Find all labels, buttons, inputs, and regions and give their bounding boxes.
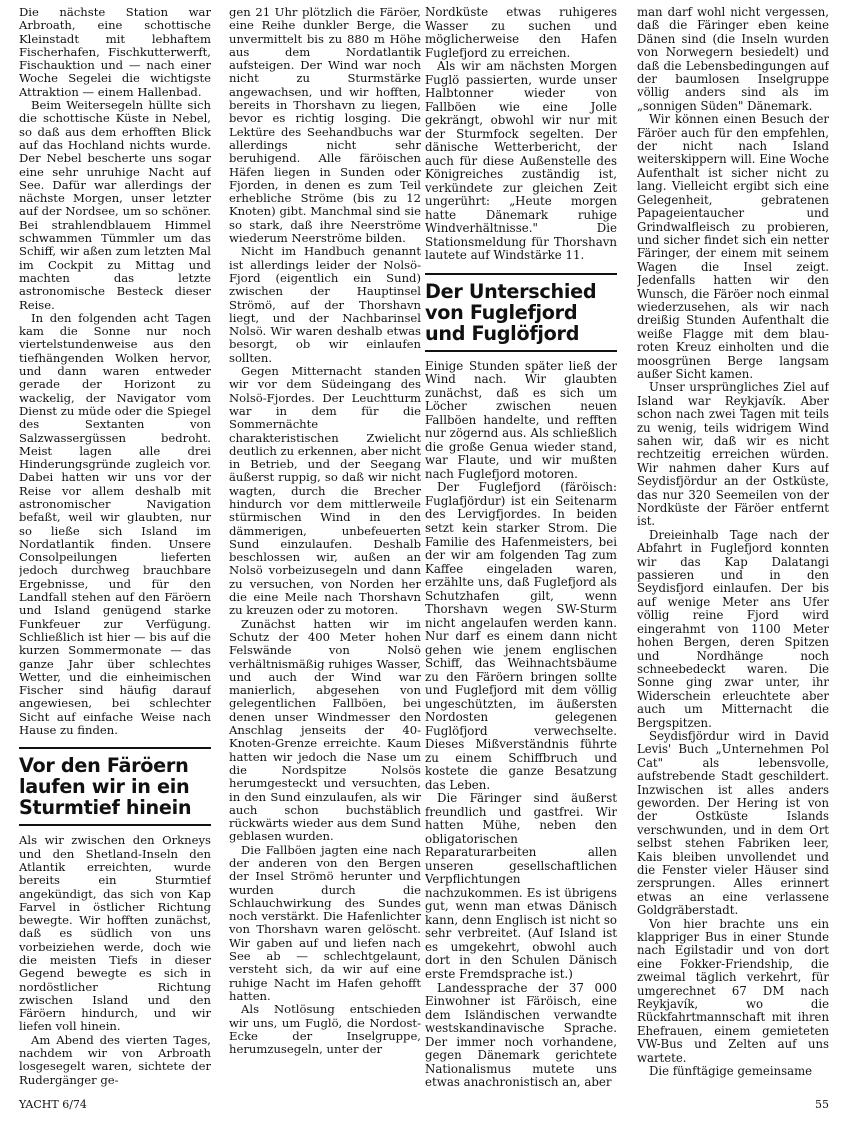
paragraph: Seydisfjördur wird in David Levis' Buch „Unternehmen Pol Cat" als lebensvolle, aufstrebende Stadt geschildert. Inzwischen ist alles anders geworden. Der Hering ist von der Ostküste Islands verschwunden, und in dem Ort selbst stehen Fabriken leer, Kais bleiben unvollendet und die Fenster vieler Häuser sind zersprungen. Alles erinnert etwas an eine verlassene Goldgräberstadt. bbox=[637, 728, 829, 918]
paragraph: Unser ursprüngliches Ziel auf Island war Reykjavík. Aber schon nach zwei Tagen mit teils zu wenig, teils widrigem Wind sahen wir, daß wir es nicht rechtzeitig erreichen würden. Wir nahmen daher Kurs auf Seydisfjördur an der Ostküste, das nur 320 Seemeilen von der Nordküste der Färöer entfernt ist. bbox=[637, 380, 829, 529]
paragraph: Als wir zwischen den Orkneys und den Shetland-Inseln den Atlantik erreichten, wurde bereits ein Sturmtief angekündigt, das sich von Kap Farvel in östlicher Richtung bewegte. Wir hofften zunächst, daß es südlich von uns vorbeiziehen werde, doch wie die meisten Tiefs in dieser Gegend bewegte es sich in nordöstlicher Richtung zwischen Island und den Färöern hindurch, und wir liefen voll hinein. bbox=[19, 833, 211, 1034]
paragraph: In den folgenden acht Tagen kam die Sonne nur noch viertelstundenweise aus den tiefhängenden Wolken hervor, und dann waren entweder gerade der Horizont zu wackelig, der Navigator vom Dienst zu müde oder die Spiegel des Sextanten von Salzwassergüssen bedroht. Meist lagen alle drei Hinderungsgründe zugleich vor. Dabei hatten wir uns vor der Reise vor allem deshalb mit astronomischer Navigation befaßt, weil wir glaubten, nur so ließe sich Island im Nordatlantik finden. Unsere Consolpeilungen lieferten jedoch durchweg brauchbare Ergebnisse, und für den Landfall stehen auf den Färöern und Island genügend starke Funkfeuer zur Verfügung. Schließlich ist hier — bis auf die kurzen Sommermonate — das ganze Jahr über schlechtes Wetter, und die einheimischen Fischer sind häufig darauf angewiesen, bei schlechter Sicht auf einfache Weise nach Hause zu finden. bbox=[19, 310, 211, 738]
paragraph: Am Abend des vierten Tages, nachdem wir von Arbroath losgesegelt waren, sichtete der Rudergänger ge- bbox=[19, 1032, 211, 1087]
paragraph: Dreieinhalb Tage nach der Abfahrt in Fuglefjord konnten wir das Kap Dalatangi passieren und in den Seydisfjord einlaufen. Der bis auf wenige Meter ans Ufer völlig reine Fjord wird eingerahmt von 1100 Meter hohen Bergen, deren Spitzen und Nordhänge noch schneebedeckt waren. Die Sonne ging zwar unter, ihr Widerschein erleuchtete aber auch um Mitternacht die Bergspitzen. bbox=[637, 527, 829, 730]
section-heading: Der Unterschied von Fuglefjord und Fuglöfjord bbox=[425, 273, 617, 352]
paragraph: Nordküste etwas ruhigeres Wasser zu suchen und möglicherweise den Hafen Fuglefjord zu erreichen. bbox=[425, 6, 617, 60]
paragraph: Landessprache der 37 000 Einwohner ist Färöisch, eine dem Isländischen verwandte westskandinavische Sprache. Der immer noch vorhandene, gegen Dänemark gerichtete Nationalismus mutete uns etwas anachronistisch an, aber bbox=[425, 980, 617, 1090]
paragraph: Die nächste Station war Arbroath, eine schottische Kleinstadt mit lebhaftem Fischerhafen, Fischkutterwerft, Fischauktion und — nach einer Woche Segelei die wichtigste Attraktion — einem Hallenbad. bbox=[19, 6, 211, 99]
paragraph: gen 21 Uhr plötzlich die Färöer, eine Reihe dunkler Berge, die unvermittelt bis zu 880 m Höhe aus dem Nordatlantik aufsteigen. Der Wind war noch nicht zu Sturmstärke angewachsen, und wir hofften, bereits in Thorshavn zu liegen, bevor es richtig losging. Die Lektüre des Seehandbuchs war allerdings nicht sehr beruhigend. Alle färöischen Häfen liegen in Sunden oder Fjorden, in denen es zum Teil erhebliche Ströme (bis zu 12 Knoten) gibt. Manchmal sind sie so stark, daß ihre Neerströme wiederum Neerströme bilden. bbox=[229, 6, 421, 246]
paragraph: Als wir am nächsten Morgen Fuglö passierten, wurde unser Halbtonner wieder von Fallböen wie eine Jolle gekrängt, obwohl wir nur mit der Sturmfock segelten. Der dänische Wetterbericht, der auch für diese Außenstelle des Königreiches zuständig ist, verkündete zur gleichen Zeit ungerührt: „Heute morgen hatte Dänemark ruhige Windverhältnisse." Die Stationsmeldung für Thorshavn lautete auf Windstärke 11. bbox=[425, 59, 617, 263]
paragraph: Gegen Mitternacht standen wir vor dem Südeingang des Nolsö-Fjordes. Der Leuchtturm war in dem für die Sommernächte charakteristischen Zwielicht deutlich zu erkennen, aber nicht in Betrieb, und der Seegang äußerst ruppig, so daß wir nicht wagten, durch die Brecher hindurch vor dem mittlerweile stürmischen Wind in den dämmerigen, unbefeuerten Sund einzulaufen. Deshalb beschlossen wir, außen an Nolsö vorbeizusegeln und dann zu versuchen, von Norden her die eine Meile nach Thorshavn zu kreuzen oder zu motoren. bbox=[229, 364, 421, 618]
paragraph: Beim Weitersegeln hüllte sich die schottische Küste in Nebel, so daß aus dem erhofften Blick auf das Hochland nichts wurde. Der Nebel bescherte uns sogar eine sehr unruhige Nacht auf See. Dafür war allerdings der nächste Morgen, unser letzter auf der Nordsee, um so schöner. Bei strahlendblauem Himmel schwammen Tümmler um das Schiff, wir aßen zum letzten Mal im Cockpit zu Mittag und machten das letzte astronomische Besteck dieser Reise. bbox=[19, 98, 211, 312]
page-number: 55 bbox=[815, 1098, 829, 1111]
paragraph: Die Fallböen jagten eine nach der anderen von den Bergen der Insel Strömö herunter und wurden durch die Schlauchwirkung des Sundes noch verstärkt. Die Hafenlichter von Thorshavn waren gelöscht. Wir gaben auf und liefen nach See ab — schlechtgelaunt, versteht sich, da wir auf eine ruhige Nacht im Hafen gehofft hatten. bbox=[229, 842, 421, 1003]
section-heading: Vor den Färöern laufen wir in ein Sturmtief hinein bbox=[19, 747, 211, 826]
paragraph: Die fünftägige gemeinsame bbox=[649, 1064, 813, 1079]
page-footer bbox=[19, 1098, 829, 1112]
column-1 bbox=[19, 6, 211, 1090]
magazine-issue: YACHT 6/74 bbox=[19, 1098, 87, 1111]
paragraph: Die Färinger sind äußerst freundlich und gastfrei. Wir hatten Mühe, neben den obligatorischen Reparaturarbeiten allen unseren gesellschaftlichen Verpflichtungen nachzukommen. Es ist übrigens gut, wenn man etwas Dänisch kann, denn Englisch ist nicht so sehr verbreitet. (Auf Island ist es umgekehrt, obwohl auch dort in den Schulen Dänisch erste Fremdsprache ist.) bbox=[425, 791, 617, 981]
paragraph: Nicht im Handbuch genannt ist allerdings leider der Nolsö-Fjord (eigentlich ein Sund) zwischen der Hauptinsel Strömö, auf der Thorshavn liegt, und der Nachbarinsel Nolsö. Wir waren deshalb etwas besorgt, ob wir einlaufen sollten. bbox=[229, 244, 421, 365]
paragraph: Zunächst hatten wir im Schutz der 400 Meter hohen Felswände von Nolsö verhältnismäßig ruhiges Wasser, und auch der Wind war manierlich, abgesehen von gelegentlichen Fallböen, bei denen unser Windmesser den Anschlag jenseits der 40-Knoten-Grenze erreichte. Kaum hatten wir jedoch die Nase um die Nordspitze Nolsös herumgesteckt und versuchten, in den Sund einzulaufen, als wir auch schon buchstäblich rückwärts wieder aus dem Sund geblasen wurden. bbox=[229, 616, 421, 844]
paragraph: Als Notlösung entschieden wir uns, um Fuglö, die Nordost-Ecke der Inselgruppe, herumzusegeln, unter der bbox=[229, 1002, 421, 1057]
column-3 bbox=[425, 6, 617, 1090]
column-2 bbox=[229, 6, 421, 1090]
column-4 bbox=[637, 6, 829, 1090]
paragraph: Einige Stunden später ließ der Wind nach. Wir glaubten zunächst, daß es sich um Löcher zwischen neuen Fallböen handelte, und refften nur zögernd aus. Als schließlich die große Genua wieder stand, war Flaute, und wir mußten nach Fuglefjord motoren. bbox=[425, 358, 617, 481]
paragraph: Wir können einen Besuch der Färöer auch für den empfehlen, der nicht nach Island weiterskippern will. Eine Woche Aufenthalt ist sicher nicht zu lang. Vielleicht ergibt sich eine Gelegenheit, gebratenen Papageientaucher und Grindwalfleisch zu probieren, und sicher findet sich ein netter Färinger, der einem mit seinem Wagen die Insel zeigt. Jedenfalls hatten wir den Wunsch, die Färöer noch einmal wiederzusehen, als wir nach dreißig Stunden Aufenthalt die weiße Flagge mit dem blau-roten Kreuz einholten und die moosgrünen Berge langsam außer Sicht kamen. bbox=[637, 112, 829, 381]
paragraph: man darf wohl nicht vergessen, daß die Färinger eben keine Dänen sind (die Inseln wurden von Norwegern besiedelt) und daß die Lebensbedingungen auf der baumlosen Inselgruppe völlig anders sind als im „sonnigen Süden" Dänemark. bbox=[637, 6, 829, 113]
paragraph: Von hier brachte uns ein klappriger Bus in einer Stunde nach Egilstadir und von dort eine Fokker-Friendship, die zweimal täglich verkehrt, für umgerechnet 67 DM nach Reykjavík, wo die Rückfahrtmannschaft mit ihren Ehefrauen, einem gemieteten VW-Bus und Zelten auf uns wartete. bbox=[637, 916, 829, 1065]
paragraph: Der Fuglefjord (färöisch: Fuglafjördur) ist ein Seitenarm des Lervigfjordes. In beiden setzt kein starker Strom. Die Familie des Hafenmeisters, bei der wir am folgenden Tag zum Kaffee eingeladen waren, erzählte uns, daß Fuglefjord als Schutzhafen gilt, wenn Thorshavn wegen SW-Sturm nicht angelaufen werden kann. Nur darf es einem dann nicht gehen wie jenem englischen Schiff, das Weihnachtsbäume zu den Färöern bringen sollte und Fuglefjord mit dem völlig ungeschützten, im äußersten Nordosten gelegenen Fuglöfjord verwechselte. Dieses Mißverständnis führte zu einem Schiffbruch und kostete die ganze Besatzung das Leben. bbox=[425, 480, 617, 792]
